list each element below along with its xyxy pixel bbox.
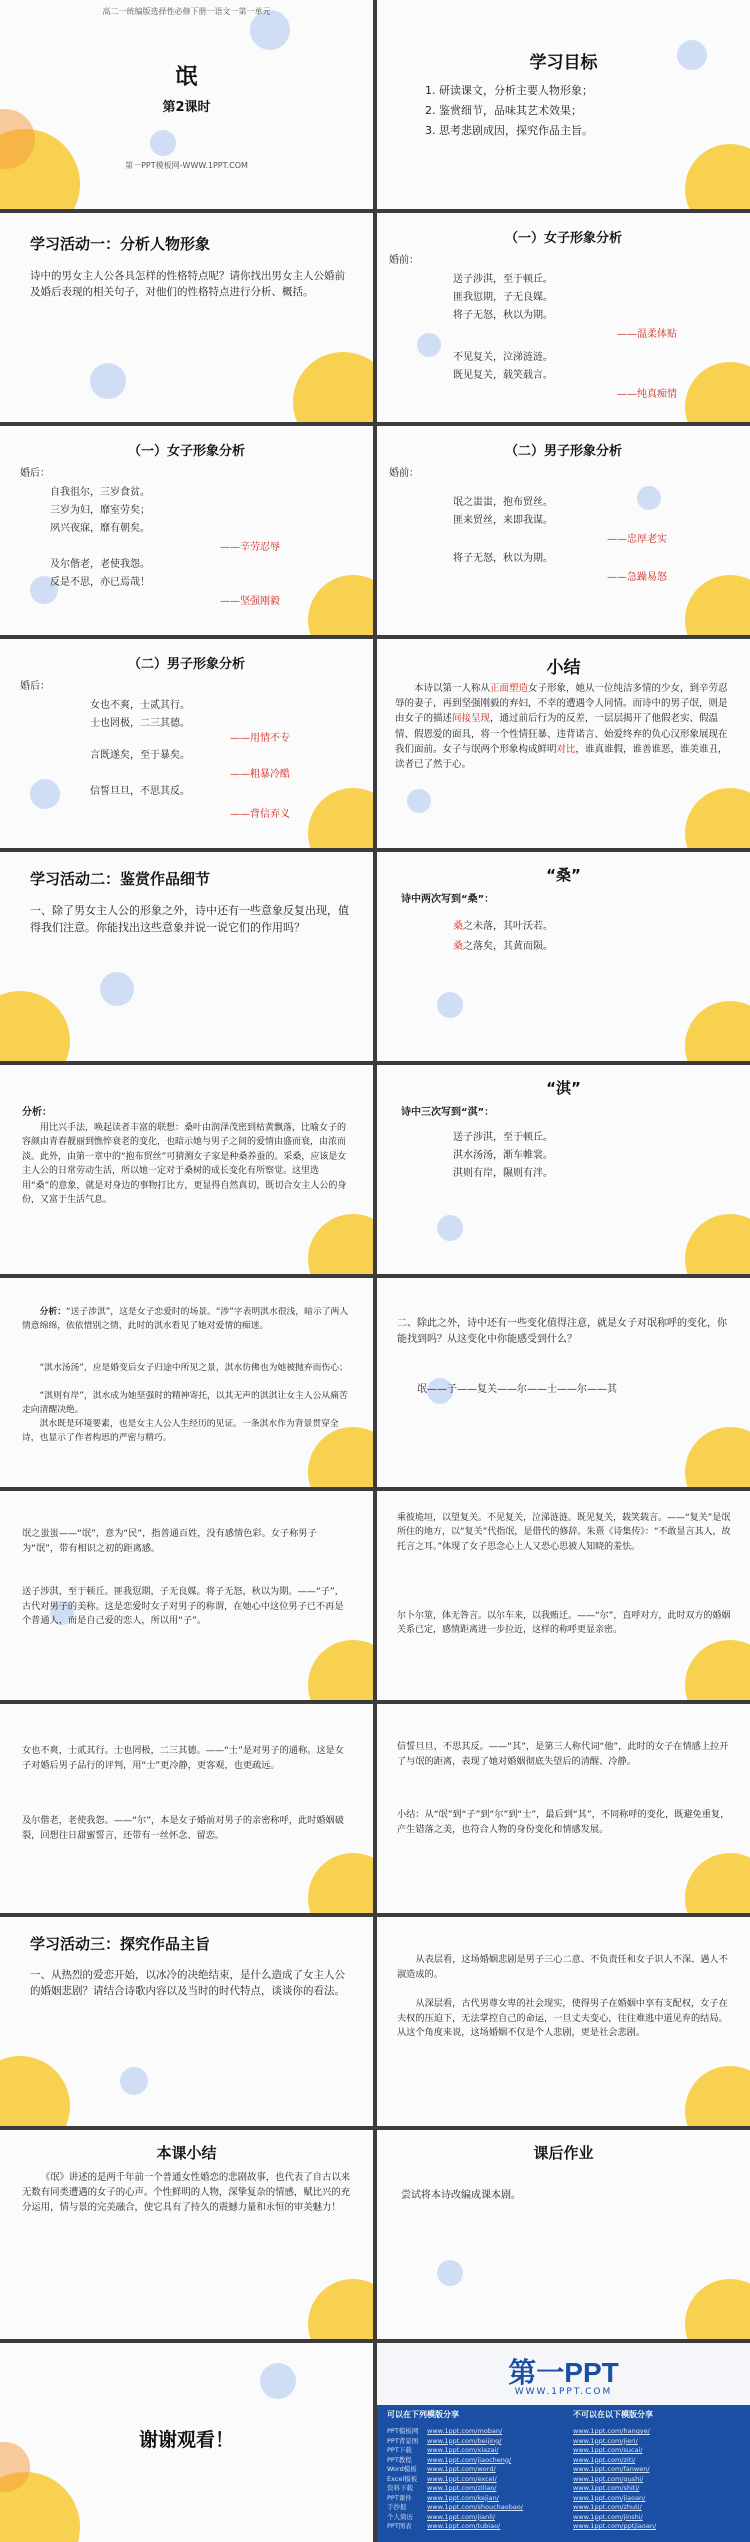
- link-url[interactable]: www.1ppt.com/fanwen/: [573, 2465, 650, 2473]
- section-label: 婚前：: [389, 468, 419, 479]
- share-denied-head: 不可以在以下模版分享: [573, 2410, 653, 2419]
- goal-item: 1. 研读课文，分析主要人物形象；: [425, 84, 593, 97]
- poem-line: 淇水汤汤，渐车帷裳。: [453, 1150, 553, 1161]
- decor-circle: [685, 2279, 750, 2339]
- decor-circle: [150, 130, 176, 156]
- thanks-title: 谢谢观看！: [138, 2429, 234, 2451]
- analysis-text: 送子涉淇，至于顿丘。匪我愆期，子无良媒。将子无怒，秋以为期。——“子”，古代对男子的美称。这是恋爱时女子对男子的称谓，在她心中这位男子已不再是个普通人，而是自己爱的恋人，所以用“子”。: [22, 1586, 344, 1627]
- decor-circle: [685, 2066, 750, 2126]
- analysis-text: 氓之蚩蚩——“氓”，意为“民”，指普通百姓，没有感情色彩。女子称男子为“氓”，带有相识之初的距离感。: [22, 1528, 317, 1554]
- goal-item: 2. 鉴赏细节，品味其艺术效果；: [425, 104, 582, 117]
- decor-circle: [685, 1214, 750, 1274]
- slide-summary-1[interactable]: [377, 639, 750, 848]
- slide-mulberry[interactable]: [377, 852, 750, 1061]
- section-label: 婚后：: [20, 468, 50, 479]
- image-label: 诗中两次写到“桑”：: [401, 894, 495, 905]
- activity-title: 学习活动二：鉴赏作品细节: [30, 870, 211, 888]
- poem-line: 不见复关，泣涕涟涟。: [453, 352, 553, 363]
- decor-circle: [685, 1853, 750, 1913]
- link-category: PPT模板网: [387, 2427, 419, 2435]
- link-category: PPT图表: [387, 2522, 412, 2530]
- summary-title: 本课小结: [156, 2144, 217, 2162]
- slide-male-before[interactable]: [377, 426, 750, 635]
- poem-line: 淇则有岸，隰则有泮。: [453, 1168, 553, 1179]
- analysis-text: 尔卜尔筮，体无咎言。以尔车来，以我贿迁。——“尔”，直呼对方，此时双方的婚姻关系已定，感情距离进一步拉近，这样的称呼更显亲密。: [397, 1611, 731, 1636]
- decor-circle: [417, 333, 441, 357]
- analysis-text: 淇水既是环境要素，也是女主人公人生经历的见证。一条淇水作为背景贯穿全诗，也显示了作者构思的严密与精巧。: [22, 1419, 339, 1443]
- link-url[interactable]: www.1ppt.com/jieri/: [573, 2436, 638, 2445]
- poem-line: 女也不爽，士贰其行。: [90, 700, 190, 711]
- trait-note: ——急躁易怒: [607, 572, 667, 583]
- poem-line: 既见复关，载笑载言。: [453, 370, 553, 381]
- link-category: 个人简历: [387, 2512, 413, 2521]
- decor-circle: [437, 2260, 463, 2286]
- slide-lesson-summary[interactable]: [0, 2130, 373, 2339]
- slide-address-change[interactable]: [377, 1278, 750, 1487]
- section-title: （二）男子形象分析: [504, 444, 622, 459]
- homework-title: 课后作业: [533, 2144, 594, 2162]
- poem-line: 送子涉淇，至于顿丘。: [453, 1132, 553, 1143]
- analysis-text: 乘彼垝垣，以望复关。不见复关，泣涕涟涟。既见复关，载笑载言。——“复关”是氓所住的地方，以“复关”代指氓，是借代的修辞。朱熹《诗集传》：“不敢显言其人，故托言之耳。”体现了女子思念心上人又恐心思被人知晓的羞怯。: [397, 1513, 731, 1552]
- link-row: [387, 2446, 739, 2456]
- homework-text: 尝试将本诗改编成课本剧。: [401, 2190, 521, 2201]
- slide-female-after[interactable]: [0, 426, 373, 635]
- trait-note: ——忠厚老实: [607, 534, 667, 545]
- decor-circle: [308, 788, 373, 848]
- poem-line: 桑之落矣，其黄而陨。: [453, 941, 553, 952]
- activity-text: 诗中的男女主人公各具怎样的性格特点呢？请你找出男女主人公婚前及婚后表现的相关句子，对他们的性格特点进行分析、概括。: [30, 270, 345, 299]
- poem-line: 言既遂矣，至于暴矣。: [90, 750, 190, 761]
- poem-line: 自我徂尔，三岁食贫。: [50, 487, 150, 498]
- link-url[interactable]: www.1ppt.com/jiaocheng/: [427, 2455, 512, 2464]
- question-text: 二、除此之外，诗中还有一些变化值得注意，就是女子对氓称呼的变化，你能找到吗？从这变化中你能感受到什么？: [397, 1318, 727, 1345]
- slide-male-after[interactable]: [0, 639, 373, 848]
- link-url[interactable]: www.1ppt.com/xiazai/: [427, 2446, 499, 2454]
- decor-circle: [637, 486, 661, 510]
- slide-homework[interactable]: [377, 2130, 750, 2339]
- analysis-text: 女也不爽，士贰其行。士也罔极，二三其德。——“士”是对男子的通称。这是女子对婚后男子品行的评判，用“士”更冷静，更客观，也更疏远。: [22, 1745, 344, 1771]
- share-allowed-head: 可以在下列模版分享: [387, 2410, 459, 2419]
- image-label: 诗中三次写到“淇”：: [401, 1107, 495, 1118]
- decor-circle: [685, 788, 750, 848]
- decor-circle: [308, 1640, 373, 1700]
- decor-circle: [308, 1214, 373, 1274]
- decor-circle: [685, 1640, 750, 1700]
- analysis-text: 小结：从“氓”到“子”到“尔”到“士”，最后到“其”，不同称呼的变化，既避免重复，产生错落之美，也符合人物的身份变化和情感发展。: [397, 1809, 730, 1835]
- trait-note: ——纯真痴情: [617, 389, 677, 400]
- activity-text: 一、从热烈的爱恋开始，以冰冷的决绝结束，是什么造成了女主人公的婚姻悲剧？请结合诗歌内容以及当时的时代特点，谈谈你的看法。: [30, 1969, 345, 1998]
- poem-line: 氓之蚩蚩，抱布贸丝。: [453, 497, 553, 508]
- trait-note: ——背信弃义: [230, 809, 290, 820]
- poem-line: 夙兴夜寐，靡有朝矣。: [50, 523, 150, 534]
- decor-circle: [685, 1001, 750, 1061]
- trait-note: ——温柔体贴: [617, 329, 677, 340]
- decor-circle: [100, 972, 134, 1006]
- link-category: PPT背景图: [387, 2436, 419, 2445]
- analysis-text: 及尔偕老，老使我怨。——“尔”，本是女子婚前对男子的亲密称呼，此时婚姻破裂，回想往日甜蜜誓言，还带有一丝怀念、留恋。: [22, 1815, 344, 1841]
- poem-line: 三岁为妇，靡室劳矣；: [50, 505, 150, 516]
- link-url[interactable]: www.1ppt.com/pptjiaoan/: [573, 2522, 657, 2530]
- decor-circle: [685, 362, 750, 422]
- activity-title: 学习活动一：分析人物形象: [30, 235, 211, 253]
- poem-line: 及尔偕老，老使我怨。: [50, 559, 150, 570]
- poem-line: 将子无怒，秋以为期。: [453, 310, 553, 321]
- link-url[interactable]: www.1ppt.com/word/: [427, 2465, 496, 2473]
- link-url[interactable]: www.1ppt.com/shiti/: [573, 2484, 640, 2492]
- link-url[interactable]: www.1ppt.com/zhuti/: [573, 2503, 642, 2511]
- activity-title: 学习活动三：探究作品主旨: [30, 1935, 211, 1953]
- link-category: Word模板: [387, 2465, 417, 2473]
- summary-text: 《氓》讲述的是两千年前一个普通女性婚恋的悲剧故事，也代表了自古以来无数有同类遭遇的女子的心声。个性鲜明的人物，深挚复杂的情感，赋比兴的充分运用，情与景的完美融合，使它具有了持久的震撼力量和永恒的审美魅力！: [22, 2172, 351, 2214]
- link-url[interactable]: www.1ppt.com/tubiao/: [427, 2522, 501, 2530]
- link-url[interactable]: www.1ppt.com/jianli/: [427, 2512, 496, 2521]
- decor-circle: [0, 2056, 70, 2126]
- link-row: [387, 2427, 739, 2437]
- link-url[interactable]: www.1ppt.com/jiaoan/: [573, 2493, 646, 2502]
- trait-note: ——粗暴冷酷: [230, 769, 290, 780]
- decor-circle: [308, 575, 373, 635]
- section-title: （一）女子形象分析: [504, 231, 622, 246]
- poem-line: 桑之未落，其叶沃若。: [453, 921, 553, 932]
- decor-circle: [0, 991, 70, 1061]
- link-row: [387, 2475, 739, 2485]
- lesson-subtitle: 第2课时: [162, 100, 211, 115]
- section-label: 婚前：: [389, 255, 419, 266]
- link-url[interactable]: www.1ppt.com/gushi/: [573, 2474, 644, 2483]
- link-row: [387, 2437, 739, 2447]
- link-url[interactable]: www.1ppt.com/ziliao/: [427, 2484, 497, 2492]
- slide-theme-analysis[interactable]: [377, 1917, 750, 2126]
- link-category: PPT下载: [387, 2446, 412, 2454]
- analysis-text: 用比兴手法，唤起读者丰富的联想：桑叶由润泽茂密到枯黄飘落，比喻女子的容颜由青春靓丽到憔悴衰老的变化，也暗示她与男子之间的爱情由盛而衰，由浓而淡。此外，由第一章中的“抱布贸丝”可猜测女子家是种桑养蚕的。采桑，应该是女主人公的日常劳动生活，所以她一定对于桑树的成长变化有所察觉。这里选用“桑”的意象，就是对身边的事物打比方，更显得自然真切，既切合女主人公的身份，又富于生活气息。: [22, 1123, 347, 1205]
- slide-address-4[interactable]: [377, 1704, 750, 1913]
- link-row: [387, 2465, 739, 2475]
- link-row: [387, 2503, 739, 2513]
- slide-address-3[interactable]: [0, 1704, 373, 1913]
- link-category: 手抄报: [387, 2503, 407, 2511]
- link-url[interactable]: www.1ppt.com/kejian/: [427, 2493, 499, 2502]
- activity-text: 一、除了男女主人公的形象之外，诗中还有一些意象反复出现，值得我们注意。你能找出这些意象并说一说它们的作用吗？: [30, 904, 349, 935]
- template-footer: 第一PPT模板网-WWW.1PPT.COM: [125, 161, 248, 170]
- slide-mulberry-analysis[interactable]: [0, 1065, 373, 1274]
- slide-address-2[interactable]: [377, 1491, 750, 1700]
- link-url[interactable]: www.1ppt.com/hangye/: [573, 2427, 650, 2435]
- slide-address-1[interactable]: [0, 1491, 373, 1700]
- poem-line: 将子无怒，秋以为期。: [453, 553, 553, 564]
- lesson-title: 氓: [175, 65, 198, 90]
- link-row: [387, 2522, 739, 2532]
- link-url[interactable]: www.1ppt.com/jinshi/: [573, 2512, 643, 2521]
- link-url[interactable]: www.1ppt.com/ziti/: [573, 2455, 636, 2464]
- analysis-text: “淇水汤汤”，应是婚变后女子归途中所见之景，淇水仿佛也为她被抛弃而伤心；: [39, 1363, 348, 1373]
- link-list: [387, 2427, 739, 2532]
- decor-circle: [407, 789, 431, 813]
- analysis-text: “淇则有岸”，淇水成为她坚强时的精神寄托，以其无声的淇淇让女主人公从痛苦走向清醒决绝。: [22, 1391, 348, 1415]
- slide-goals[interactable]: [377, 0, 750, 209]
- decor-circle: [30, 779, 60, 809]
- slide-title[interactable]: [0, 0, 373, 209]
- analysis-text: 从深层看，古代男尊女卑的社会现实，使得男子在婚姻中享有支配权，女子在夫权的压迫下，无法掌控自己的命运，一旦丈夫变心，往往难逃中道见弃的结局。从这个角度来说，这场婚姻不仅是个人悲剧，更是社会悲剧。: [397, 1998, 728, 2039]
- link-row: [387, 2484, 739, 2494]
- link-url[interactable]: www.1ppt.com/sucai/: [573, 2446, 643, 2454]
- link-url[interactable]: www.1ppt.com/beijing/: [427, 2436, 502, 2445]
- poem-line: 士也罔极，二三其德。: [90, 718, 190, 729]
- decor-circle: [260, 2363, 296, 2399]
- link-url[interactable]: www.1ppt.com/shouchaobao/: [427, 2503, 524, 2511]
- link-category: PPT课件: [387, 2493, 412, 2502]
- section-label: 婚后：: [20, 681, 50, 692]
- analysis-text: 分析：“送子涉淇”，这是女子恋爱时的场景。“涉”字表明淇水很浅，暗示了两人情意绵绵，依依惜别之情，此时的淇水看见了她对爱情的痴迷。: [22, 1307, 349, 1331]
- brand-url: WWW.1PPT.COM: [514, 2387, 613, 2397]
- brand-logo: 第一PPT: [508, 2357, 619, 2388]
- decor-circle: [308, 1853, 373, 1913]
- decor-circle: [293, 352, 373, 422]
- slide-qi-river[interactable]: [377, 1065, 750, 1274]
- link-category: PPT教程: [387, 2455, 412, 2464]
- poem-line: 信誓旦旦，不思其反。: [90, 786, 190, 797]
- address-chain: 氓——子——复关——尔——士——尔——其: [417, 1384, 617, 1395]
- decor-circle: [120, 2067, 148, 2095]
- header-course: 高二一统编版选择性必修下册一语文一第一单元: [102, 7, 271, 16]
- trait-note: ——辛劳忍辱: [220, 542, 280, 553]
- goals-title: 学习目标: [529, 53, 598, 73]
- analysis-text: 从表层看，这场婚姻悲剧是男子三心二意、不负责任和女子识人不深、遇人不淑造成的。: [397, 1954, 728, 1980]
- link-row: [387, 2456, 739, 2466]
- section-title: （二）男子形象分析: [127, 657, 245, 672]
- poem-line: 送子涉淇，至于顿丘。: [453, 274, 553, 285]
- decor-circle: [685, 575, 750, 635]
- poem-line: 反是不思，亦已焉哉！: [50, 577, 150, 588]
- slide-brand[interactable]: [377, 2343, 750, 2542]
- link-url[interactable]: www.1ppt.com/excel/: [427, 2474, 497, 2483]
- link-row: [387, 2494, 739, 2504]
- slide-activity-2[interactable]: [0, 852, 373, 1061]
- slide-activity-1[interactable]: [0, 213, 373, 422]
- decor-circle: [308, 2279, 373, 2339]
- link-row: [387, 2513, 739, 2523]
- section-title: （一）女子形象分析: [127, 444, 245, 459]
- decor-circle: [685, 144, 750, 209]
- link-category: Excel模板: [387, 2474, 418, 2483]
- trait-note: ——坚强刚毅: [220, 596, 280, 607]
- analysis-label: 分析：: [22, 1107, 52, 1118]
- slide-activity-3[interactable]: [0, 1917, 373, 2126]
- slide-qi-analysis[interactable]: [0, 1278, 373, 1487]
- link-category: 资料下载: [387, 2484, 413, 2492]
- summary-text: 本诗以第一人称从正面塑造女子形象，她从一位纯洁多情的少女，到辛劳忍辱的妻子，再到坚强刚毅的弃妇，不幸的遭遇令人同情。而诗中的男子氓，则是由女子的描述间接呈现，通过前后行为的反差，一层层揭开了他假老实、假温情、假恩爱的面具，将一个性情狂暴、违背诺言、始爱终弃的负心汉形象展现在我们面前。女子与氓两个形象构成鲜明对比，谁真谁假，谁善谁恶，谁美谁丑，读者已了然于心。: [395, 683, 728, 770]
- decor-circle: [685, 1427, 750, 1487]
- decor-circle: [90, 363, 126, 399]
- slide-thanks[interactable]: [0, 2343, 373, 2542]
- slide-female-before[interactable]: [377, 213, 750, 422]
- decor-circle: [437, 992, 463, 1018]
- image-title: “淇”: [546, 1079, 581, 1097]
- poem-line: 匪来贸丝，来即我谋。: [453, 515, 553, 526]
- poem-line: 匪我愆期，子无良媒。: [453, 292, 553, 303]
- link-url[interactable]: www.1ppt.com/moban/: [427, 2427, 503, 2435]
- decor-circle: [437, 1215, 463, 1241]
- trait-note: ——用情不专: [230, 733, 290, 744]
- image-title: “桑”: [546, 866, 581, 884]
- analysis-text: 信誓旦旦，不思其反。——“其”，是第三人称代词“他”，此时的女子在情感上拉开了与氓的距离，表现了她对婚姻彻底失望后的清醒、冷静。: [397, 1741, 729, 1767]
- goal-item: 3. 思考悲剧成因，探究作品主旨。: [425, 124, 593, 137]
- summary-title: 小结: [546, 658, 581, 678]
